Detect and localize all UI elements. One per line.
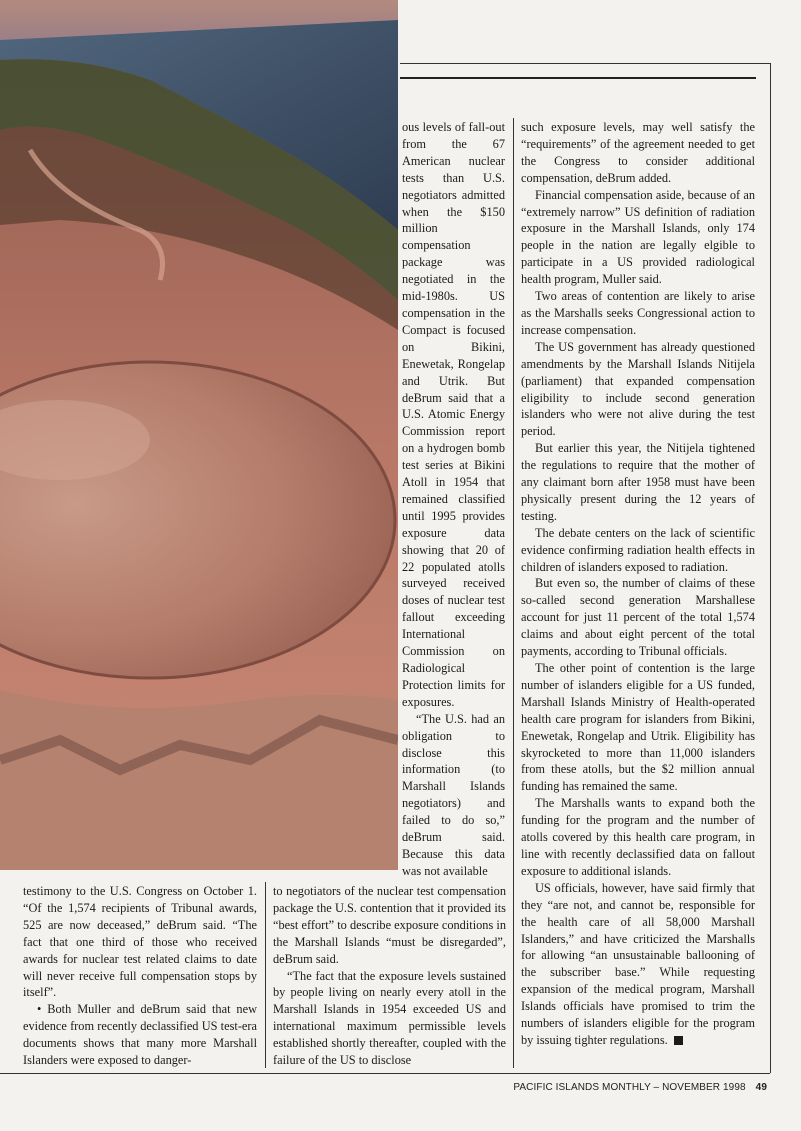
paragraph: The Marshalls wants to expand both the funding for the program and the number of atolls covered by this health care program, in line with recently declassified data on fallout exposure to additional islands. [521,796,755,878]
paragraph: The other point of contention is the large number of islanders eligible for a US funded, Marshall Islands Ministry of Health-operated health care program for islanders from Bikini, Enewetak, Rongelap and Utrik. Eligibility has skyrocketed to more than 11,000 islanders from these atolls, but the $2 million annual funding has remained the same. [521,661,755,794]
article-column-bottom-left [23,883,257,1069]
paragraph: ous levels of fall-out from the 67 American nuclear tests than U.S. negotiators admitted when the $150 million compensation package was negotiated in the mid-1980s. US compensation in the Compact is focused on Bikini, Enewetak, Rongelap and Utrik. But deBrum said that a U.S. Atomic Energy Commission report on a hydrogen bomb test series at Bikini Atoll in 1954 that remained classified until 1995 provides exposure data showing that 20 of 22 populated atolls surveyed received doses of nuclear test fallout exceeding International Commission on Radiological Protection limits for exposures. [402,120,505,709]
paragraph: US officials, however, have said firmly that they “are not, and cannot be, responsible for the health care of all 58,000 Marshall Islanders,” and have criticized the Marshalls for allowing “an unsustainable ballooning of the subscriber base.” While requesting expansion of the medical program, Marshall Islands officials have promised to trim the numbers of islanders eligible for the program by issuing tighter regulations. [521,880,755,1047]
header-rule-thick [400,63,771,64]
paragraph: The US government has already questioned amendments by the Marshall Islands Nitijela (parliament) that expanded compensation eligibility to include second generation islanders who were not alive during the test period. [521,339,755,439]
aerial-dome-photo-icon [0,0,398,870]
publication-info: PACIFIC ISLANDS MONTHLY – NOVEMBER 1998 [513,1082,746,1093]
paragraph: But even so, the number of claims of these so-called second generation Marshallese account for just 11 percent of the total 1,574 claims and about eight percent of the total payments, according to Tribunal officials. [521,576,755,659]
paragraph: Financial compensation aside, because of an “extremely narrow” US definition of radiation exposure in the Marshall Islands, only 174 people in the nation are legally elgible to participate in a US provided radiological health program, Muller said. [521,187,755,287]
paragraph: “The U.S. had an obligation to disclose this information (to Marshall Islands negotiators) and failed to do so,” deBrum said. Because this data was not available [402,711,505,878]
column-separator-bottom-left [265,882,266,1068]
paragraph: such exposure levels, may well satisfy the “requirements” of the agreement needed to get the Congress to consider additional compensation, deBrum added. [521,120,755,185]
aerial-dome-photo [0,0,398,870]
frame-right-rule [770,63,771,1073]
article-column-bottom-middle [273,883,506,1069]
paragraph: “The fact that the exposure levels sustained by people living on nearly every atoll in the Marshall Islands in 1954 exceeded US and international maximum permissible levels established shortly thereafter, coupled with the failure of the US to disclose [273,968,506,1068]
header-rule-thin [400,77,756,79]
paragraph: to negotiators of the nuclear test compensation package the U.S. contention that it provided its “best effort” to describe exposure conditions in the Marshall Islands “must be disregarded”, deBrum said. [273,884,506,966]
paragraph: But earlier this year, the Nitijela tightened the regulations to require that the mother of any claimant born after 1958 must have been physically present during the 12 years of testing. [521,441,755,523]
bottom-rule [0,1073,770,1074]
article-column-narrow [402,119,505,880]
paragraph: Two areas of contention are likely to arise as the Marshalls seeks Congressional action to increase compensation. [521,289,755,337]
paragraph: • Both Muller and deBrum said that new evidence from recently declassified US test-era documents shows that many more Marshall Islanders were exposed to danger- [23,1002,257,1068]
paragraph: The debate centers on the lack of scientific evidence confirming radiation health effects in children of islanders exposed to radiation. [521,525,755,574]
page-footer [513,1082,767,1093]
end-of-article-mark [674,1036,683,1045]
article-column-right [521,119,755,1049]
paragraph: testimony to the U.S. Congress on October 1. “Of the 1,574 recipients of Tribunal awards, 525 are now deceased,” deBrum said. “The fact that one third of those who received awards for nuclear test related claims to date will never receive full compensation stops by itself”. [23,884,257,1000]
page-number: 49 [755,1082,767,1093]
column-separator-right [513,118,514,1068]
